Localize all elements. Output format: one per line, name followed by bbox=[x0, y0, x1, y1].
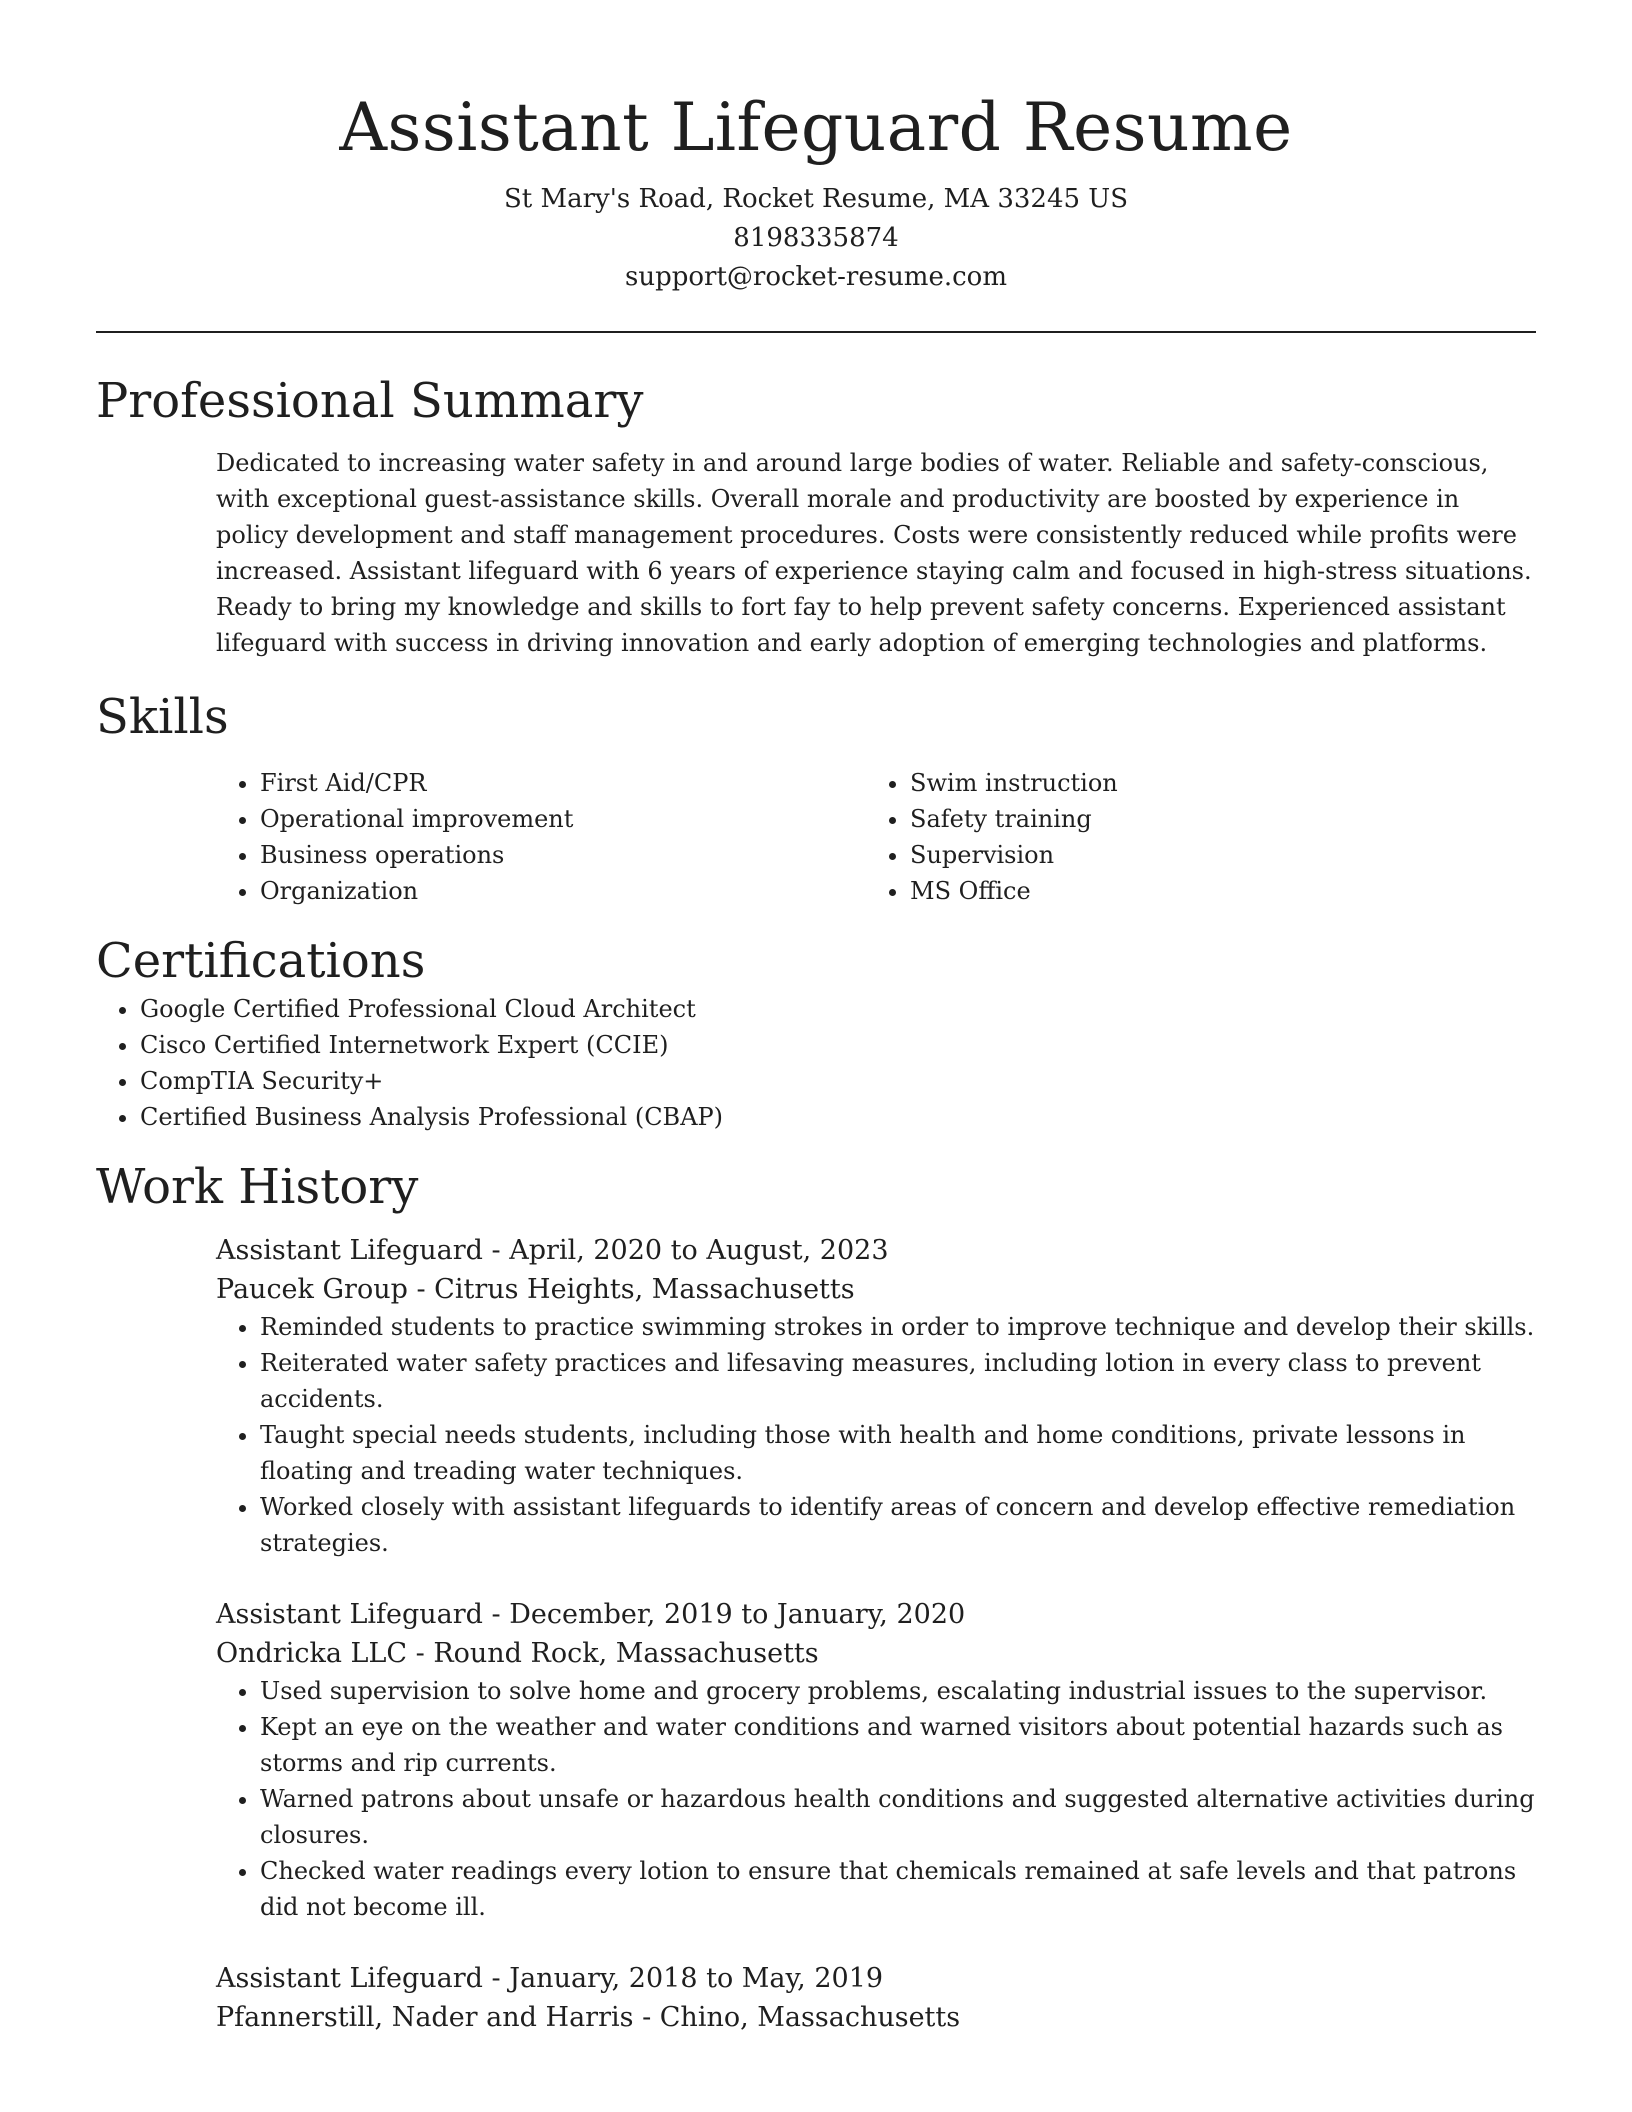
skills-grid bbox=[216, 765, 1536, 909]
job-duties-list bbox=[216, 1673, 1536, 1925]
skill-item: • Swim instruction bbox=[910, 765, 1516, 801]
work-history-section bbox=[96, 1157, 1536, 2037]
job-company: Ondricka LLC bbox=[216, 1638, 408, 1669]
work-history-heading: Work History bbox=[96, 1159, 419, 1215]
skill-item: • MS Office bbox=[910, 873, 1516, 909]
skill-item: • Operational improvement bbox=[260, 801, 866, 837]
job-entry bbox=[216, 1959, 1536, 2037]
resume-page bbox=[96, 0, 1536, 2037]
job-role: Assistant Lifeguard bbox=[216, 1235, 483, 1266]
job-dates: - January, 2018 to May, 2019 bbox=[482, 1963, 884, 1994]
skills-list-left bbox=[216, 765, 866, 909]
certification-item: • Cisco Certified Internetwork Expert (CCIE) bbox=[140, 1027, 1536, 1063]
job-title-line bbox=[216, 1231, 1536, 1270]
job-company-line bbox=[216, 1634, 1536, 1673]
skill-item: • First Aid/CPR bbox=[260, 765, 866, 801]
skills-heading: Skills bbox=[96, 689, 229, 745]
job-location: - Round Rock, Massachusetts bbox=[407, 1638, 819, 1669]
job-company: Paucek Group bbox=[216, 1274, 408, 1305]
job-duty-item: • Taught special needs students, including those with health and home conditions, private lessons in floating and treading water techniques. bbox=[260, 1417, 1536, 1489]
job-company: Pfannerstill, Nader and Harris bbox=[216, 2002, 634, 2033]
certifications-section bbox=[96, 931, 1536, 1135]
summary-text: Dedicated to increasing water safety in and around large bodies of water. Reliable and safety-conscious, with exceptional guest-assistance skills. Overall morale and productivity are boosted by experience in policy development and staff management procedures. Costs were consistently reduced while profits were increased. Assistant lifeguard with 6 years of experience staying calm and focused in high-stress situations. Ready to bring my knowledge and skills to fort fay to help prevent safety concerns. Experienced assistant lifeguard with success in driving innovation and early adoption of emerging technologies and platforms. bbox=[216, 449, 1532, 657]
contact-email: support@rocket-resume.com bbox=[624, 262, 1007, 292]
certifications-heading: Certifications bbox=[96, 933, 426, 989]
job-duty-item: • Reiterated water safety practices and lifesaving measures, including lotion in every class to prevent accidents. bbox=[260, 1345, 1536, 1417]
summary-heading: Professional Summary bbox=[96, 373, 644, 429]
job-entry bbox=[216, 1595, 1536, 1925]
job-duty-item: • Checked water readings every lotion to ensure that chemicals remained at safe levels and that patrons did not become ill. bbox=[260, 1853, 1536, 1925]
job-location: - Chino, Massachusetts bbox=[633, 2002, 961, 2033]
header-divider bbox=[96, 331, 1536, 333]
certification-item: • Google Certified Professional Cloud Architect bbox=[140, 991, 1536, 1027]
job-location: - Citrus Heights, Massachusetts bbox=[407, 1274, 855, 1305]
certification-item: • CompTIA Security+ bbox=[140, 1063, 1536, 1099]
job-duties-list bbox=[216, 1309, 1536, 1561]
summary-section bbox=[96, 371, 1536, 661]
contact-block bbox=[96, 180, 1536, 297]
job-dates: - April, 2020 to August, 2023 bbox=[482, 1235, 889, 1266]
job-duty-item: • Kept an eye on the weather and water conditions and warned visitors about potential hazards such as storms and rip currents. bbox=[260, 1709, 1536, 1781]
skill-item: • Safety training bbox=[910, 801, 1516, 837]
job-role: Assistant Lifeguard bbox=[216, 1599, 483, 1630]
certifications-list bbox=[96, 991, 1536, 1135]
job-title-line bbox=[216, 1595, 1536, 1634]
job-company-line bbox=[216, 1270, 1536, 1309]
skills-section bbox=[96, 687, 1536, 909]
skill-item: • Supervision bbox=[910, 837, 1516, 873]
skill-item: • Business operations bbox=[260, 837, 866, 873]
job-duty-item: • Used supervision to solve home and grocery problems, escalating industrial issues to the supervisor. bbox=[260, 1673, 1536, 1709]
resume-header bbox=[96, 0, 1536, 297]
resume-title: Assistant Lifeguard Resume bbox=[339, 89, 1293, 166]
job-duty-item: • Worked closely with assistant lifeguards to identify areas of concern and develop effective remediation strategies. bbox=[260, 1489, 1536, 1561]
job-duty-item: • Warned patrons about unsafe or hazardous health conditions and suggested alternative activities during closures. bbox=[260, 1781, 1536, 1853]
skill-item: • Organization bbox=[260, 873, 866, 909]
skills-list-right bbox=[866, 765, 1516, 909]
job-role: Assistant Lifeguard bbox=[216, 1963, 483, 1994]
job-title-line bbox=[216, 1959, 1536, 1998]
job-entry bbox=[216, 1231, 1536, 1561]
job-company-line bbox=[216, 1998, 1536, 2037]
certification-item: • Certified Business Analysis Professional (CBAP) bbox=[140, 1099, 1536, 1135]
job-dates: - December, 2019 to January, 2020 bbox=[482, 1599, 966, 1630]
contact-address: St Mary's Road, Rocket Resume, MA 33245 US bbox=[503, 184, 1129, 214]
job-duty-item: • Reminded students to practice swimming strokes in order to improve technique and develop their skills. bbox=[260, 1309, 1536, 1345]
contact-phone: 8198335874 bbox=[733, 223, 899, 253]
